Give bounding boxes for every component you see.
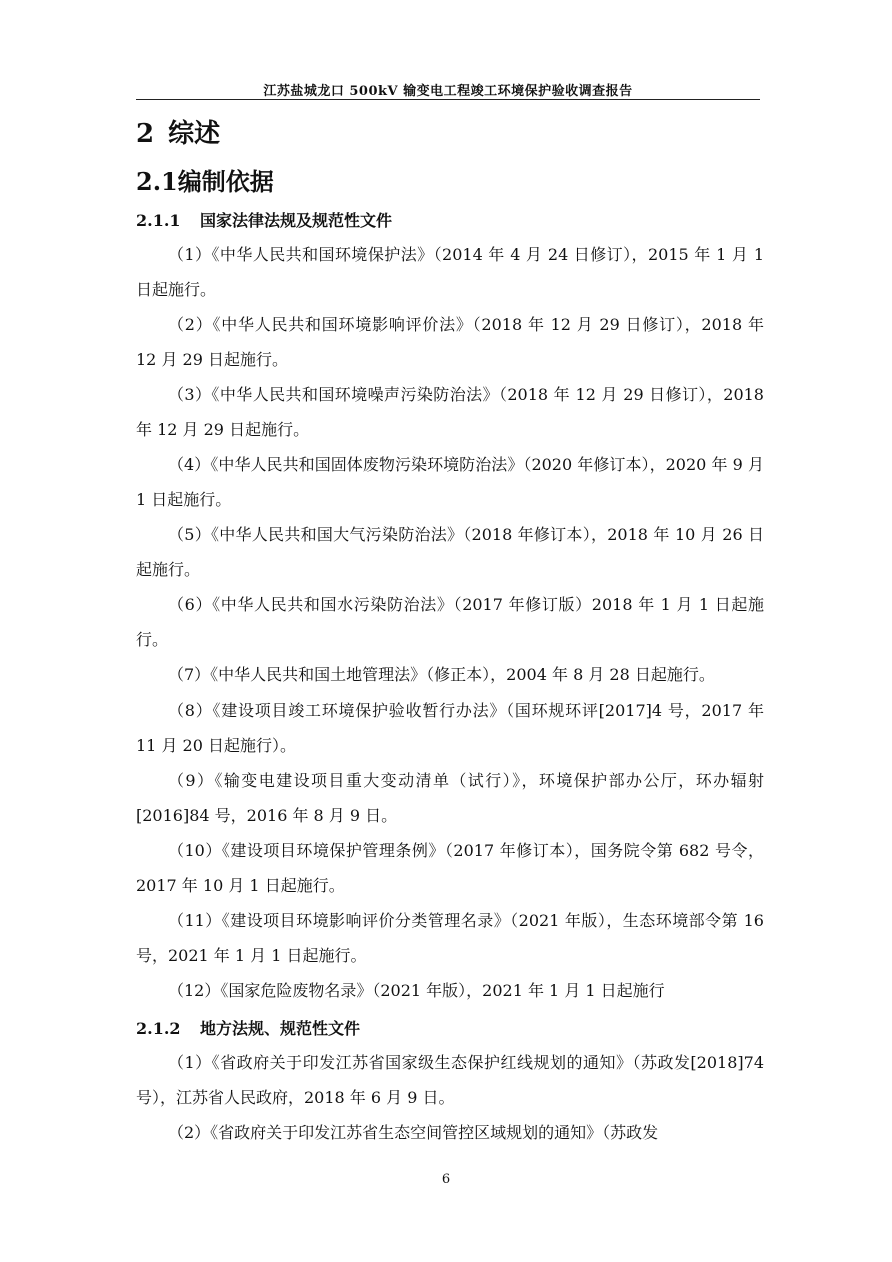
list-item: （6）《中华人民共和国水污染防治法》（2017 年修订版）2018 年 1 月 1 日起施行。 xyxy=(136,595,764,649)
subsection-title: 国家法律法规及规范性文件 xyxy=(200,211,393,230)
list-item: （2）《省政府关于印发江苏省生态空间管控区域规划的通知》（苏政发 xyxy=(168,1123,659,1142)
subsection-title: 地方法规、规范性文件 xyxy=(200,1019,361,1038)
list-item: （3）《中华人民共和国环境噪声污染防治法》（2018 年 12 月 29 日修订），2018 年 12 月 29 日起施行。 xyxy=(136,385,764,439)
chapter-number: 2 xyxy=(136,119,155,149)
list-item: （4）《中华人民共和国固体废物污染环境防治法》（2020 年修订本），2020 年 9 月 1 日起施行。 xyxy=(136,455,764,509)
list-item: （1）《中华人民共和国环境保护法》（2014 年 4 月 24 日修订），2015 年 1 月 1 日起施行。 xyxy=(136,245,764,299)
header-divider xyxy=(136,99,760,100)
list-item: （10）《建设项目环境保护管理条例》（2017 年修订本），国务院令第 682 号令，2017 年 10 月 1 日起施行。 xyxy=(136,841,764,895)
list-item: （7）《中华人民共和国土地管理法》（修正本），2004 年 8 月 28 日起施行。 xyxy=(168,665,715,684)
subsection-number: 2.1.2 xyxy=(136,1019,181,1038)
list-item: （8）《建设项目竣工环境保护验收暂行办法》（国环规环评[2017]4 号，2017 年 11 月 20 日起施行）。 xyxy=(136,701,764,755)
subsection-heading-national xyxy=(136,208,392,231)
running-header: 江苏盐城龙口 500kV 输变电工程竣工环境保护验收调查报告 xyxy=(263,84,633,99)
list-item: （1）《省政府关于印发江苏省国家级生态保护红线规划的通知》（苏政发[2018]74 号），江苏省人民政府，2018 年 6 月 9 日。 xyxy=(136,1053,764,1107)
list-item: （5）《中华人民共和国大气污染防治法》（2018 年修订本），2018 年 10 月 26 日起施行。 xyxy=(136,525,764,579)
chapter-heading xyxy=(136,113,220,150)
subsection-number: 2.1.1 xyxy=(136,211,181,230)
list-item: （9）《输变电建设项目重大变动清单（试行）》，环境保护部办公厅，环办辐射[2016]84 号，2016 年 8 月 9 日。 xyxy=(136,771,764,825)
subsection-heading-local xyxy=(136,1016,360,1039)
page-number: 6 xyxy=(441,1172,451,1187)
list-item: （11）《建设项目环境影响评价分类管理名录》（2021 年版），生态环境部令第 16 号，2021 年 1 月 1 日起施行。 xyxy=(136,911,764,965)
section-heading: 2.1编制依据 xyxy=(136,167,274,196)
list-item: （2）《中华人民共和国环境影响评价法》（2018 年 12 月 29 日修订），2018 年 12 月 29 日起施行。 xyxy=(136,315,764,369)
list-item: （12）《国家危险废物名录》（2021 年版），2021 年 1 月 1 日起施行 xyxy=(168,981,665,1000)
chapter-title: 综述 xyxy=(168,119,221,149)
